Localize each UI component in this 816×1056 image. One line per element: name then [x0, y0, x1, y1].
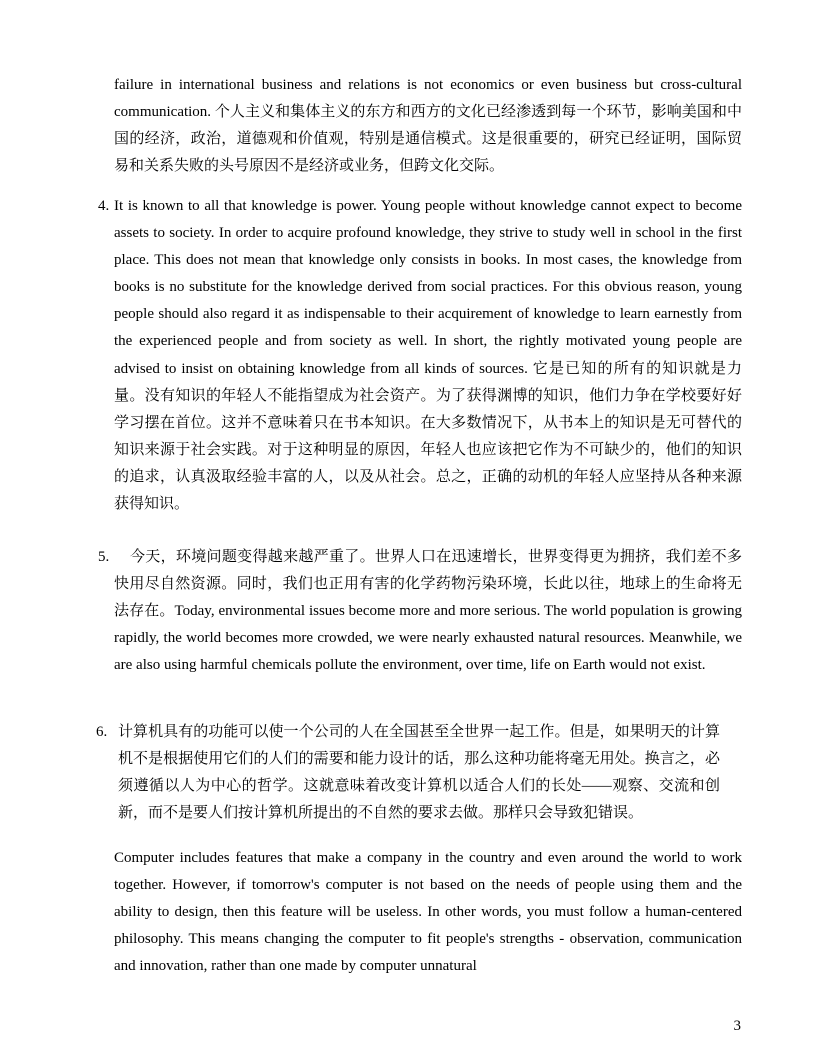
item-number-5: 5.	[98, 549, 110, 565]
item-number-4: 4.	[98, 198, 110, 214]
paragraph-item-4: It is known to all that knowledge is power. Young people without knowledge cannot expect to become assets to society. In order to acquire profound knowledge, they strive to study well in school in the first place. This does not mean that knowledge only consists in books. In most cases, the knowledge from books is no substitute for the knowledge derived from social practices. For this obvious reason, young people should also regard it as indispensable to their acquirement of knowledge to learn earnestly from the experienced people and from society as well. In short, the rightly motivated young people are advised to insist on obtaining knowledge from all kinds of sources. 它是已知的所有的知识就是力量。没有知识的年轻人不能指望成为社会资产。为了获得渊博的知识，他们力争在学校要好好学习摆在首位。这并不意味着只在书本知识。在大多数情况下，从书本上的知识是无可替代的知识来源于社会实践。对于这种明显的原因，年轻人也应该把它作为不可缺少的，他们的知识的追求，认真汲取经验丰富的人，以及从社会。总之，正确的动机的年轻人应坚持从各种来源获得知识。	[114, 198, 742, 513]
paragraph-item-5: 今天，环境问题变得越来越严重了。世界人口在迅速增长，世界变得更为拥挤，我们差不多快用尽自然资源。同时，我们也正用有害的化学药物污染环境，长此以往，地球上的生命将无法存在。Today, environmental issues become more and more serious. The world population is growing rapidly, the world becomes more crowded, we were nearly exhausted natural resources. Meanwhile, we are also using harmful chemicals pollute the environment, over time, life on Earth would not exist.	[114, 549, 742, 674]
page-number: 3	[733, 1018, 741, 1034]
paragraph-item-6-english: Computer includes features that make a company in the country and even around the world to work together. However, if tomorrow's computer is not based on the needs of people using them and the ability to design, then this feature will be useless. In other words, you must follow a human-centered philosophy. This means changing the computer to fit people's strengths - observation, communication and innovation, rather than one made by computer unnatural	[114, 850, 742, 975]
paragraph-continuation: failure in international business and relations is not economics or even business but cross-cultural communication. 个人主义和集体主义的东方和西方的文化已经渗透到每一个环节，影响美国和中国的经济，政治，道德观和价值观，特别是通信模式。这是很重要的，研究已经证明，国际贸易和关系失败的头号原因不是经济或业务，但跨文化交际。	[114, 77, 742, 175]
paragraph-item-6-chinese: 计算机具有的功能可以使一个公司的人在全国甚至全世界一起工作。但是，如果明天的计算机不是根据使用它们的人们的需要和能力设计的话，那么这种功能将毫无用处。换言之，必须遵循以人为中心的哲学。这就意味着改变计算机以适合人们的长处——观察、交流和创新，而不是要人们按计算机所提出的不自然的要求去做。那样只会导致犯错误。	[118, 724, 720, 822]
item-number-6: 6.	[96, 724, 108, 740]
